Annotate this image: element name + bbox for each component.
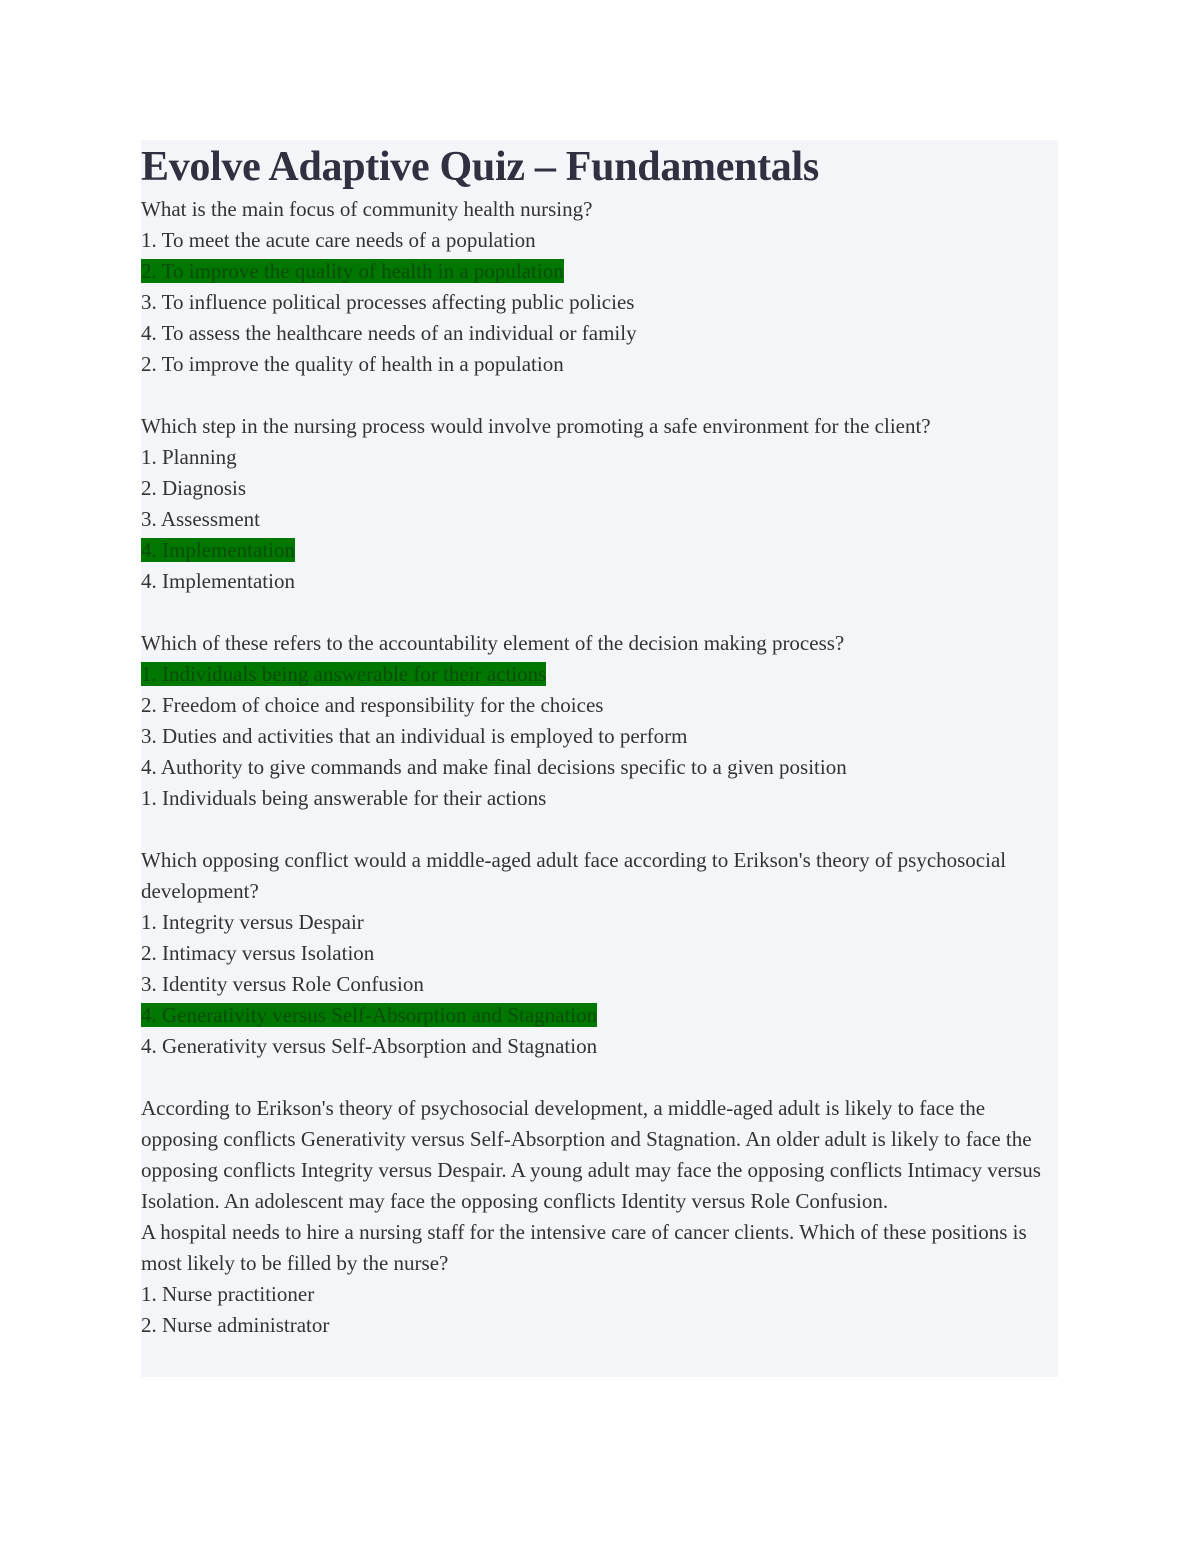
- answer-option: 3. To influence political processes affecting public policies: [141, 290, 635, 314]
- question-prompt: Which of these refers to the accountability element of the decision making process?: [141, 631, 845, 655]
- spacer: [141, 814, 1058, 845]
- answer-option: 1. Planning: [141, 445, 237, 469]
- question-prompt: A hospital needs to hire a nursing staff for the intensive care of cancer clients. Which of these positions is most likely to be filled by the nurse?: [141, 1220, 1027, 1275]
- document-title: Evolve Adaptive Quiz – Fundamentals: [141, 144, 819, 190]
- spacer: [141, 1062, 1058, 1093]
- document-content: [141, 140, 1058, 1341]
- answer-option: 2. Freedom of choice and responsibility for the choices: [141, 693, 604, 717]
- answer-option: 2. Nurse administrator: [141, 1313, 330, 1337]
- question-block: [141, 845, 1058, 1062]
- answer-option-highlighted: 2. To improve the quality of health in a population: [141, 259, 564, 283]
- question-block: [141, 194, 1058, 380]
- answer-option-highlighted: 1. Individuals being answerable for their actions: [141, 662, 547, 686]
- answer-option-highlighted: 4. Implementation: [141, 538, 295, 562]
- correct-answer: 4. Generativity versus Self-Absorption and Stagnation: [141, 1034, 598, 1058]
- correct-answer: 2. To improve the quality of health in a population: [141, 352, 564, 376]
- spacer: [141, 380, 1058, 411]
- question-block: [141, 1217, 1058, 1341]
- answer-option-highlighted: 4. Generativity versus Self-Absorption and Stagnation: [141, 1003, 598, 1027]
- rationale-paragraph: According to Erikson's theory of psychosocial development, a middle-aged adult is likely to face the opposing conflicts Generativity versus Self-Absorption and Stagnation. An older adult is likely to face the opposing conflicts Integrity versus Despair. A young adult may face the opposing conflicts Intimacy versus Isolation. An adolescent may face the opposing conflicts Identity versus Role Confusion.: [141, 1096, 1041, 1213]
- answer-option: 1. Integrity versus Despair: [141, 910, 364, 934]
- question-prompt: Which step in the nursing process would involve promoting a safe environment for the client?: [141, 414, 931, 438]
- spacer: [141, 597, 1058, 628]
- answer-option: 1. To meet the acute care needs of a population: [141, 228, 536, 252]
- answer-option: 3. Identity versus Role Confusion: [141, 972, 424, 996]
- answer-option: 2. Diagnosis: [141, 476, 246, 500]
- answer-option: 4. To assess the healthcare needs of an individual or family: [141, 321, 637, 345]
- question-block: [141, 411, 1058, 597]
- answer-option: 2. Intimacy versus Isolation: [141, 941, 375, 965]
- correct-answer: 4. Implementation: [141, 569, 295, 593]
- question-block: [141, 628, 1058, 814]
- question-prompt: Which opposing conflict would a middle-aged adult face according to Erikson's theory of psychosocial development?: [141, 848, 1012, 903]
- answer-option: 3. Assessment: [141, 507, 261, 531]
- answer-option: 4. Authority to give commands and make final decisions specific to a given position: [141, 755, 847, 779]
- correct-answer: 1. Individuals being answerable for their actions: [141, 786, 547, 810]
- answer-option: 1. Nurse practitioner: [141, 1282, 315, 1306]
- question-prompt: What is the main focus of community health nursing?: [141, 197, 593, 221]
- answer-option: 3. Duties and activities that an individual is employed to perform: [141, 724, 688, 748]
